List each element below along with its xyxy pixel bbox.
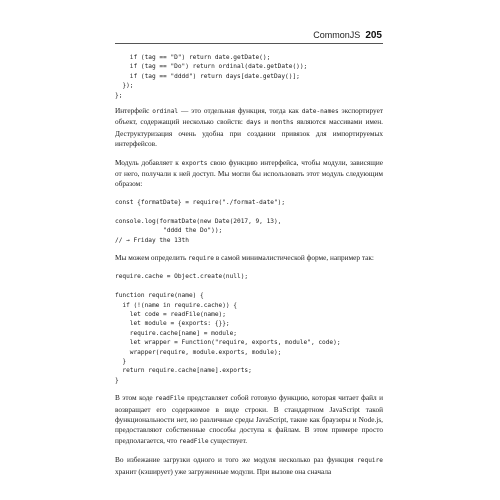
paragraph-exports: Модуль добавляет к exports свою функцию интерфейса, чтобы модули, зависящие от него, получали к ней доступ. Мы могли бы использовать этот модуль следующим образом: — [115, 157, 383, 189]
page-content — [115, 53, 383, 477]
inline-code: require — [188, 254, 214, 262]
code-block-usage: const {formatDate} = require("./format-date"); console.log(formatDate(new Date(2017, 9, 13), "dddd the Do")); // → Friday the 13th — [115, 198, 286, 244]
paragraph-require-definition: Мы можем определить require в самой минималистической форме, например так: — [115, 252, 374, 262]
inline-code: require — [357, 457, 383, 465]
header-rule — [115, 43, 383, 44]
inline-code: ordinal — [152, 108, 179, 116]
inline-code: exports — [181, 159, 208, 167]
section-title: CommonJS — [313, 30, 361, 40]
inline-code: readFile — [178, 437, 209, 445]
running-head — [313, 30, 382, 41]
inline-code: date-names — [301, 108, 339, 116]
inline-code: months — [271, 119, 294, 127]
code-block-format-tags: if (tag == "D") return date.getDate(); if (tag == "Do") return ordinal(date.getDate()); if (tag == "dddd") return days[date.getDay()]; }); }; — [115, 54, 308, 99]
code-block-require: require.cache = Object.create(null); function require(name) { if (!(name in require.cache)) { let code = readFile(name); let module = {exports: {}}; require.cache[name] = module; let wrapper = Function("require, exports, module", code); wrapper(require, module.exports, module); } return require.cache[name].exports; } — [115, 273, 341, 384]
paragraph-readfile: В этом коде readFile представляет собой готовую функцию, которая читает файл и возвращает его содержимое в виде строки. В стандартном JavaScript такой функциональности нет, но различные среды JavaScript, такие как браузеры и Node.js, предоставляют собственные способы доступа к файлам. В этом примере просто предполагается, что readFile существует. — [115, 393, 383, 445]
inline-code: readFile — [155, 395, 185, 403]
paragraph-caching: Во избежание загрузки одного и того же модуля несколько раз функция require хранит (кэширует) уже загруженные модули. При вызове она сначала — [115, 455, 383, 476]
paragraph-ordinal: Интерфейс ordinal — это отдельная функция, тогда как date-names экспортирует объект, содержащий несколько свойств: days и months являются массивами имен. Деструктуризация очень удобна при создании привязок для импортируемых интерфейсов. — [115, 106, 384, 149]
inline-code: days — [246, 119, 261, 127]
page-number: 205 — [365, 30, 382, 41]
